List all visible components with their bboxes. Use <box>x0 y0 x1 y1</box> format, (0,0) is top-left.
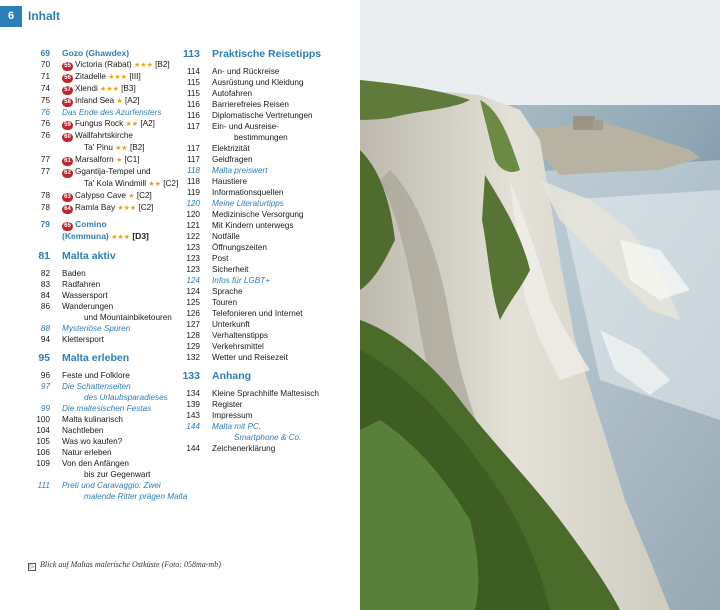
toc-entry-text: Impressum <box>212 411 253 420</box>
toc-entry-text: Malta mit PC, <box>212 422 262 431</box>
toc-page-number <box>28 178 50 190</box>
toc-feature-entry <box>28 480 188 491</box>
toc-page-number: 118 <box>186 166 200 175</box>
map-grid-reference: [A2] <box>125 96 140 105</box>
toc-entry-text: Klettersport <box>62 335 104 344</box>
coastline-photo <box>360 0 720 610</box>
toc-page-number: 119 <box>186 188 200 197</box>
toc-entry-text: Notfälle <box>212 232 240 241</box>
toc-entry-text: Smartphone & Co. <box>234 433 302 442</box>
toc-entry-text: Malta erleben <box>62 352 130 364</box>
toc-feature-entry <box>28 381 188 392</box>
toc-entry-text: Wassersport <box>62 291 108 300</box>
toc-entry <box>28 83 188 95</box>
rating-stars-icon: ★ <box>116 98 123 105</box>
sight-number-badge: 58 <box>62 98 73 107</box>
toc-page-number: 97 <box>40 382 50 391</box>
toc-page-number: 75 <box>40 96 50 105</box>
toc-entry <box>28 59 188 71</box>
toc-entry <box>178 264 338 275</box>
toc-entry-text: Sicherheit <box>212 265 249 274</box>
toc-page-number: 117 <box>186 144 200 153</box>
toc-entry-text: Gozo (Ghawdex) <box>62 48 130 58</box>
toc-entry-text: 64 Ramla Bay ★★★ [C2] <box>50 202 188 214</box>
toc-entry <box>28 447 188 458</box>
toc-entry-text: Malta aktiv <box>62 250 116 262</box>
toc-entry <box>178 330 338 341</box>
toc-entry <box>28 334 188 345</box>
toc-page-number: 144 <box>186 422 200 431</box>
map-grid-reference: [C1] <box>124 155 140 164</box>
toc-entry-text: Verhaltenstipps <box>212 331 268 340</box>
toc-page-number: 95 <box>38 352 50 364</box>
toc-entry-text: Kleine Sprachhilfe Maltesisch <box>212 389 319 398</box>
toc-entry <box>178 66 338 77</box>
toc-entry-text: 61 Marsalforn ★ [C1] <box>50 154 188 166</box>
toc-page-number: 84 <box>40 291 50 300</box>
toc-entry-text: (Kemmuna) ★★★ [D3] <box>62 231 149 241</box>
toc-page-number: 133 <box>182 370 200 382</box>
toc-entry-text: Post <box>212 254 229 263</box>
toc-entry-text: Geldfragen <box>212 155 253 164</box>
rating-stars-icon: ★★ <box>148 181 161 188</box>
toc-page-number: 120 <box>186 210 200 219</box>
sight-number-badge: 65 <box>62 222 73 231</box>
toc-entry <box>178 319 338 330</box>
toc-page-number <box>28 392 50 403</box>
map-grid-reference: [C2] <box>138 203 154 212</box>
sight-number-badge: 61 <box>62 157 73 166</box>
toc-entry <box>178 220 338 231</box>
toc-entry-text: 60 Wallfahrtskirche <box>50 130 188 142</box>
toc-feature-entry <box>178 198 338 209</box>
toc-entry-text: Medizinische Versorgung <box>212 210 304 219</box>
toc-entry-text: Ausrüstung und Kleidung <box>212 78 304 87</box>
toc-page-number: 127 <box>186 320 200 329</box>
photo-caption <box>28 560 221 571</box>
toc-entry <box>28 202 188 214</box>
toc-entry-text: Wetter und Reisezeit <box>212 353 288 362</box>
toc-entry-text: 62 Ggantija-Tempel und <box>50 166 188 178</box>
toc-entry-text: Feste und Folklore <box>62 371 130 380</box>
toc-entry-text: Unterkunft <box>212 320 250 329</box>
toc-entry <box>178 132 338 143</box>
toc-entry-text: Radfahren <box>62 280 101 289</box>
page-number-tab: 6 <box>0 6 22 27</box>
toc-column-left <box>28 48 188 502</box>
map-grid-reference: [B2] <box>130 143 145 152</box>
sight-number-badge: 59 <box>62 121 73 130</box>
toc-entry <box>178 308 338 319</box>
toc-region-heading <box>28 219 188 231</box>
toc-entry-text: Mit Kindern unterwegs <box>212 221 294 230</box>
toc-page-number: 123 <box>186 243 200 252</box>
toc-entry-text: Was wo kaufen? <box>62 437 123 446</box>
rating-stars-icon: ★★★ <box>100 86 119 93</box>
toc-page-number: 123 <box>186 254 200 263</box>
sight-number-badge: 62 <box>62 169 73 178</box>
toc-entry-text: Preti und Caravaggio: Zwei <box>62 481 161 490</box>
toc-entry <box>178 399 338 410</box>
toc-page-number: 118 <box>186 177 200 186</box>
toc-entry <box>178 253 338 264</box>
toc-page-number: 116 <box>186 100 200 109</box>
toc-page-number: 100 <box>36 415 50 424</box>
toc-region-heading <box>28 231 188 243</box>
toc-entry-text: Die maltesischen Festas <box>62 404 152 413</box>
toc-page-number: 113 <box>183 48 200 60</box>
toc-page-number: 122 <box>186 232 200 241</box>
toc-entry-text: Diplomatische Vertretungen <box>212 111 313 120</box>
toc-page-number: 71 <box>40 72 50 81</box>
toc-page-number: 134 <box>186 389 200 398</box>
toc-page-number: 86 <box>40 302 50 311</box>
toc-page-number: 76 <box>40 131 50 140</box>
toc-page-number: 117 <box>186 155 200 164</box>
toc-entry <box>28 425 188 436</box>
map-grid-reference: [B3] <box>121 84 136 93</box>
toc-entry-text: Praktische Reisetipps <box>212 48 322 60</box>
toc-entry <box>178 388 338 399</box>
toc-entry <box>178 352 338 363</box>
toc-entry <box>28 142 188 154</box>
toc-entry <box>28 154 188 166</box>
toc-entry-text: Malta preiswert <box>212 166 268 175</box>
toc-entry <box>28 469 188 480</box>
toc-entry-text: Öffnungszeiten <box>212 243 267 252</box>
toc-page-number <box>28 491 50 502</box>
toc-entry-text: Natur erleben <box>62 448 112 457</box>
toc-feature-entry <box>28 392 188 403</box>
toc-entry <box>178 88 338 99</box>
toc-entry <box>28 95 188 107</box>
toc-entry-text: Telefonieren und Internet <box>212 309 303 318</box>
toc-entry <box>28 312 188 323</box>
rating-stars-icon: ★★★ <box>111 234 130 241</box>
sight-number-badge: 64 <box>62 205 73 214</box>
toc-entry <box>178 231 338 242</box>
toc-entry-text: Malta kulinarisch <box>62 415 123 424</box>
toc-entry <box>178 154 338 165</box>
map-grid-reference: [D3] <box>132 231 149 241</box>
toc-entry <box>178 410 338 421</box>
sight-number-badge: 57 <box>62 86 73 95</box>
toc-feature-entry <box>28 491 188 502</box>
sight-number-badge: 60 <box>62 133 73 142</box>
toc-page-number: 76 <box>40 108 50 117</box>
toc-entry-text: Meine Literaturtipps <box>212 199 284 208</box>
toc-entry-text: malende Ritter prägen Malta <box>84 492 188 501</box>
toc-page-number: 106 <box>36 448 50 457</box>
toc-page-number: 94 <box>40 335 50 344</box>
toc-entry-text: Ta' Kola Windmill ★★ [C2] <box>84 179 179 188</box>
toc-page-number: 120 <box>186 199 200 208</box>
rating-stars-icon: ★★★ <box>117 205 137 212</box>
toc-entry <box>178 443 338 454</box>
toc-entry <box>28 166 188 178</box>
toc-entry-text: Anhang <box>212 370 252 382</box>
toc-entry-text: Elektrizität <box>212 144 250 153</box>
toc-entry-text: Das Ende des Azurfensters <box>62 108 162 117</box>
rating-stars-icon: ★★ <box>125 121 139 128</box>
coastline-photo-icon <box>360 0 720 610</box>
toc-entry-text: Barrierefreies Reisen <box>212 100 289 109</box>
toc-page-number: 115 <box>186 89 200 98</box>
map-grid-reference: [A2] <box>140 119 155 128</box>
toc-entry-text: Infos für LGBT+ <box>212 276 271 285</box>
toc-feature-entry <box>178 421 338 432</box>
rating-stars-icon: ★ <box>128 193 135 200</box>
toc-entry-text: Mysteriöse Spuren <box>62 324 131 333</box>
map-grid-reference: [B2] <box>155 60 170 69</box>
toc-page-number: 96 <box>40 371 50 380</box>
caption-marker-icon: ▷ <box>29 563 35 570</box>
toc-page-number: 144 <box>186 444 200 453</box>
toc-page-number: 143 <box>186 411 200 420</box>
toc-entry-text: Informationsquellen <box>212 188 284 197</box>
toc-page-number: 111 <box>37 481 50 490</box>
toc-page-number: 123 <box>186 265 200 274</box>
map-grid-reference: [C2] <box>163 179 179 188</box>
toc-entry-text: Von den Anfängen <box>62 459 129 468</box>
toc-page-number: 81 <box>38 250 50 262</box>
toc-page-number: 139 <box>186 400 200 409</box>
toc-entry <box>28 414 188 425</box>
toc-entry-text: bis zur Gegenwart <box>84 470 151 479</box>
toc-feature-entry <box>178 275 338 286</box>
toc-page-number: 78 <box>40 191 50 200</box>
toc-entry <box>178 77 338 88</box>
toc-entry-text: bestimmungen <box>234 133 288 142</box>
toc-page-number: 115 <box>186 78 200 87</box>
caption-text: Blick auf Maltas malerische Ostküste (Foto: 058ma-mb) <box>40 560 221 569</box>
toc-entry-text: 55 Victoria (Rabat) ★★★ [B2] <box>50 59 188 71</box>
toc-page-number: 76 <box>40 119 50 128</box>
toc-section-heading <box>178 48 338 61</box>
toc-column-right <box>178 48 338 454</box>
toc-page-number: 82 <box>40 269 50 278</box>
toc-entry <box>28 290 188 301</box>
toc-feature-entry <box>178 165 338 176</box>
toc-page-number: 70 <box>40 60 50 69</box>
toc-entry-text: Wanderungen <box>62 302 114 311</box>
toc-page-number: 124 <box>186 276 200 285</box>
toc-page-number <box>28 312 50 323</box>
toc-entry-text: Die Schattenseiten <box>62 382 131 391</box>
toc-page-number: 129 <box>186 342 200 351</box>
map-grid-reference: [III] <box>129 72 141 81</box>
toc-entry <box>178 187 338 198</box>
toc-entry <box>28 370 188 381</box>
toc-page-number <box>28 231 50 243</box>
toc-entry-text: Sprache <box>212 287 243 296</box>
toc-entry-text: 57 Xlendi ★★★ [B3] <box>50 83 188 95</box>
toc-page-number: 77 <box>40 167 50 176</box>
toc-page-number: 124 <box>186 287 200 296</box>
toc-entry-text: und Mountainbiketouren <box>84 313 172 322</box>
toc-entry <box>28 118 188 130</box>
toc-entry-text: Verkehrsmittel <box>212 342 264 351</box>
toc-page-number: 78 <box>40 203 50 212</box>
rating-stars-icon: ★★★ <box>108 74 128 81</box>
toc-entry-text: Ta' Pinu ★★ [B2] <box>84 143 145 152</box>
toc-page-number: 99 <box>40 404 50 413</box>
toc-feature-entry <box>178 432 338 443</box>
toc-entry-text: 65 Comino <box>50 219 107 231</box>
toc-page-number: 117 <box>186 122 200 131</box>
toc-page-number <box>28 469 50 480</box>
page-title: Inhalt <box>28 9 60 23</box>
toc-section-heading <box>28 352 188 365</box>
toc-entry <box>178 297 338 308</box>
toc-entry-text: Ein- und Ausreise- <box>212 122 279 131</box>
toc-page-number <box>28 142 50 154</box>
toc-entry <box>28 301 188 312</box>
toc-section-heading <box>28 250 188 263</box>
toc-entry <box>28 190 188 202</box>
toc-entry <box>178 99 338 110</box>
toc-entry-text: Register <box>212 400 243 409</box>
toc-page-number: 88 <box>40 324 50 333</box>
toc-feature-entry <box>28 403 188 414</box>
toc-page-number: 114 <box>186 67 200 76</box>
toc-page-number: 77 <box>40 155 50 164</box>
toc-entry <box>178 176 338 187</box>
toc-page-number: 74 <box>40 84 50 93</box>
toc-entry <box>178 242 338 253</box>
toc-page-number: 104 <box>36 426 50 435</box>
toc-page-number: 121 <box>186 221 200 230</box>
sight-number-badge: 56 <box>62 74 73 83</box>
toc-entry <box>178 143 338 154</box>
sight-number-badge: 63 <box>62 193 73 202</box>
toc-entry <box>28 279 188 290</box>
toc-page-number: 79 <box>40 219 50 229</box>
toc-page-number: 125 <box>186 298 200 307</box>
toc-entry-text: An- und Rückreise <box>212 67 280 76</box>
toc-entry-text: Autofahren <box>212 89 253 98</box>
toc-entry-text: Nachtleben <box>62 426 104 435</box>
rating-stars-icon: ★★ <box>115 145 128 152</box>
toc-page-number: 126 <box>186 309 200 318</box>
toc-entry <box>178 209 338 220</box>
toc-page-number: 132 <box>186 353 200 362</box>
toc-entry <box>28 71 188 83</box>
toc-section-heading <box>178 370 338 383</box>
toc-entry-text: Baden <box>62 269 86 278</box>
toc-entry-text: Zeichenerklärung <box>212 444 276 453</box>
toc-entry-text: 63 Calypso Cave ★ [C2] <box>50 190 188 202</box>
toc-entry <box>28 130 188 142</box>
toc-entry-text: 59 Fungus Rock ★★ [A2] <box>50 118 188 130</box>
toc-region-heading <box>28 48 188 59</box>
toc-entry <box>178 121 338 132</box>
rating-stars-icon: ★★★ <box>134 62 153 69</box>
toc-entry <box>28 178 188 190</box>
toc-entry-text: 58 Inland Sea ★ [A2] <box>50 95 188 107</box>
toc-entry-text: Haustiere <box>212 177 248 186</box>
toc-page-number <box>178 432 200 443</box>
toc-page-number <box>178 132 200 143</box>
toc-page-number: 69 <box>40 48 50 58</box>
toc-entry <box>28 436 188 447</box>
toc-entry <box>178 286 338 297</box>
toc-entry-text: Touren <box>212 298 238 307</box>
toc-page-number: 109 <box>36 459 50 468</box>
toc-page-number: 128 <box>186 331 200 340</box>
toc-page-number: 83 <box>40 280 50 289</box>
toc-entry <box>28 458 188 469</box>
toc-entry <box>28 268 188 279</box>
toc-entry <box>178 341 338 352</box>
rating-stars-icon: ★ <box>115 157 123 164</box>
toc-entry-text: 56 Zitadelle ★★★ [III] <box>50 71 188 83</box>
toc-page-number: 116 <box>186 111 200 120</box>
toc-entry-text: des Urlaubsparadieses <box>84 393 168 402</box>
toc-entry <box>178 110 338 121</box>
toc-feature-entry <box>28 107 188 118</box>
map-grid-reference: [C2] <box>136 191 152 200</box>
toc-page-number: 105 <box>36 437 50 446</box>
sight-number-badge: 55 <box>62 62 73 71</box>
toc-feature-entry <box>28 323 188 334</box>
